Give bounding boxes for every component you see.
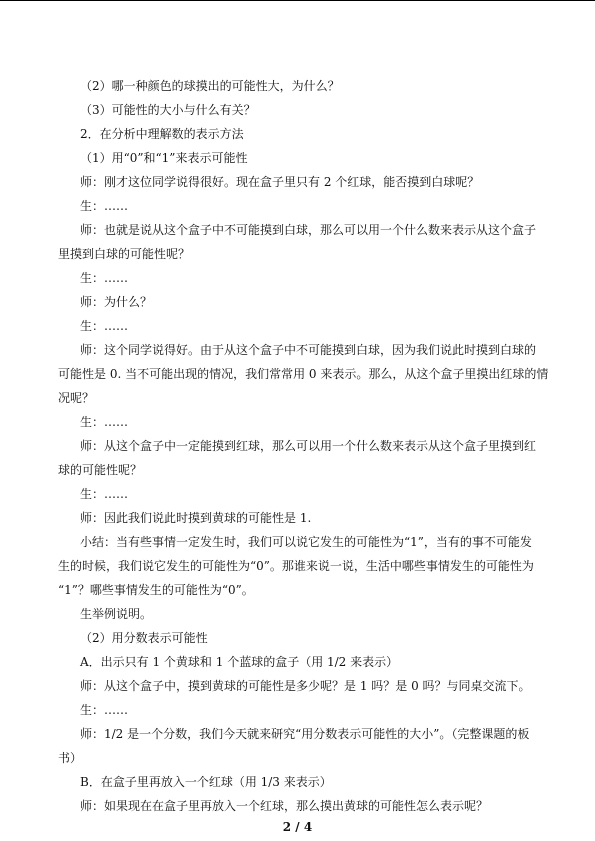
- text-line: （1）用“0”和“1”来表示可能性: [80, 151, 248, 165]
- text-line: 师：也就是说从这个盒子中不可能摸到白球，那么可以用一个什么数来表示从这个盒子: [80, 223, 537, 237]
- text-line: 生：……: [80, 271, 129, 285]
- text-line: 2．在分析中理解数的表示方法: [80, 127, 244, 141]
- text-line: 书）: [58, 751, 83, 765]
- text-line: 生：……: [80, 487, 129, 501]
- text-line: “1”？哪些事情发生的可能性为“0”。: [58, 583, 254, 597]
- text-line: 师：刚才这位同学说得很好。现在盒子里只有 2 个红球，能否摸到白球呢？: [80, 175, 480, 189]
- text-line: （2）哪一种颜色的球摸出的可能性大，为什么？: [80, 79, 340, 93]
- top-rule: [0, 0, 595, 1]
- text-line: 师：因此我们说此时摸到黄球的可能性是 1.: [80, 511, 312, 525]
- text-line: A．出示只有 1 个黄球和 1 个蓝球的盒子（用 1/2 来表示）: [80, 655, 399, 669]
- text-line: 师：如果现在在盒子里再放入一个红球，那么摸出黄球的可能性怎么表示呢？: [80, 799, 489, 813]
- text-line: 师：为什么？: [80, 295, 153, 309]
- text-line: B．在盒子里再放入一个红球（用 1/3 来表示）: [80, 775, 332, 789]
- text-line: （2）用分数表示可能性: [80, 631, 208, 645]
- text-line: 师：这个同学说得好。由于从这个盒子中不可能摸到白球，因为我们说此时摸到白球的: [80, 343, 537, 357]
- text-line: 生：……: [80, 319, 129, 333]
- text-line: 生：……: [80, 199, 129, 213]
- text-line: 可能性是 0. 当不可能出现的情况，我们常常用 0 来表示。那么，从这个盒子里摸出红球的情: [58, 367, 549, 381]
- page-number: 2 / 4: [282, 820, 313, 834]
- text-line: 生：……: [80, 415, 129, 429]
- text-line: 生举例说明。: [80, 607, 153, 621]
- text-line: 师：从这个盒子中，摸到黄球的可能性是多少呢？是 1 吗？是 0 吗？与同桌交流下。: [80, 679, 531, 693]
- text-line: 况呢？: [58, 391, 95, 405]
- text-line: 生：……: [80, 703, 129, 717]
- text-line: 师：从这个盒子中一定能摸到红球，那么可以用一个什么数来表示从这个盒子里摸到红: [80, 439, 537, 453]
- text-line: 师：1/2 是一个分数，我们今天就来研究“用分数表示可能性的大小”。（完整课题的板: [80, 727, 530, 741]
- text-line: （3）可能性的大小与什么有关？: [80, 103, 256, 117]
- text-line: 球的可能性呢？: [58, 463, 143, 477]
- text-line: 生的时候，我们说它发生的可能性为“0”。那谁来说一说，生活中哪些事情发生的可能性为: [58, 559, 534, 573]
- text-line: 小结：当有些事情一定发生时，我们可以说它发生的可能性为“1”，当有的事不可能发: [80, 535, 532, 549]
- text-line: 里摸到白球的可能性呢？: [58, 247, 191, 261]
